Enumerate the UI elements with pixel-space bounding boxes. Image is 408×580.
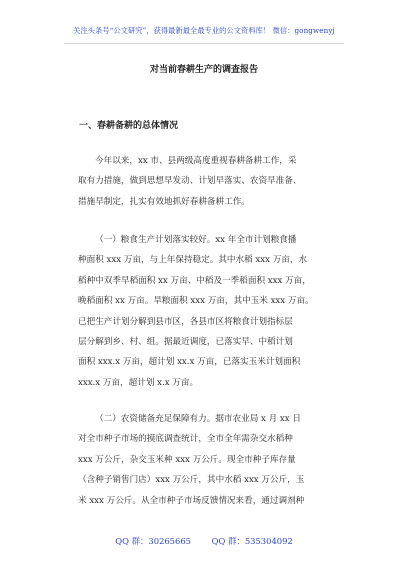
- paragraph-line: 稻种中双季早稻面积 xx 万亩、中稻及一季稻面积 xxx 万亩，: [78, 275, 311, 286]
- paragraph-line: 晚稻面积 xx 万亩。旱粮面积 xxx 万亩，其中玉米 xxx 万亩。: [78, 296, 314, 307]
- paragraph-line: 措施早制定，扎实有效地抓好春耕备耕工作。: [78, 196, 250, 207]
- header-promo-note: 关注头条号“公文研究”，获得最新最全最专业的公文资料库！ 微信：gongwenyj: [73, 26, 335, 35]
- paragraph-line: 今年以来，xx 市、县两级高度重视春耕备耕工作，采: [95, 156, 297, 166]
- paragraph-line: （含种子销售门店）xxx 万公斤，其中水稻 xxx 万公斤，玉: [78, 475, 305, 486]
- paragraph-grain-plan: [78, 230, 352, 393]
- paragraph-line: （一）粮食生产计划落实较好。xx 年全市计划粮食播: [95, 235, 297, 245]
- paragraph-line: 对全市种子市场的摸底调查统计，全市全年需杂交水稻种: [78, 434, 293, 445]
- footer-qq-group-2: QQ 群：535304092: [211, 536, 293, 546]
- paragraph-line: （二）农资储备充足保障有力。据市农业局 x 月 xx 日: [95, 414, 301, 424]
- paragraph-line: 种面积 xxx 万亩，与上年保持稳定。其中水稻 xxx 万亩，水: [78, 255, 308, 266]
- section-heading: 一、春耕备耕的总体情况: [79, 121, 179, 131]
- paragraph-line: xxx.x 万亩，超计划 x.x 万亩。: [78, 377, 199, 388]
- paragraph-line: 已把生产计划分解到县市区，各县市区将粮食计划指标层: [78, 316, 293, 327]
- paragraph-line: 米 xxx 万公斤。从全市种子市场反馈情况来看，通过调剂种: [78, 495, 305, 506]
- footer-contact: [0, 535, 408, 547]
- header-divider: [64, 43, 344, 44]
- document-title: 对当前春耕生产的调查报告: [149, 65, 258, 75]
- paragraph-line: xxx 万公斤，杂交玉米种 xxx 万公斤。现全市种子库存量: [78, 454, 296, 465]
- paragraph-line: 面积 xxx.x 万亩，超计划 xx.x 万亩，已落实玉米计划面积: [78, 357, 301, 368]
- paragraph-line: 取有力措施，做到思想早发动、计划早落实、农资早准备、: [78, 176, 302, 187]
- paragraph-line: 层分解到乡、村、组。据最近调度，已落实早、中稻计划: [78, 337, 293, 348]
- footer-qq-group-1: QQ 群：30265665: [115, 536, 191, 546]
- paragraph-intro: [78, 151, 352, 212]
- paragraph-supplies: [78, 409, 352, 511]
